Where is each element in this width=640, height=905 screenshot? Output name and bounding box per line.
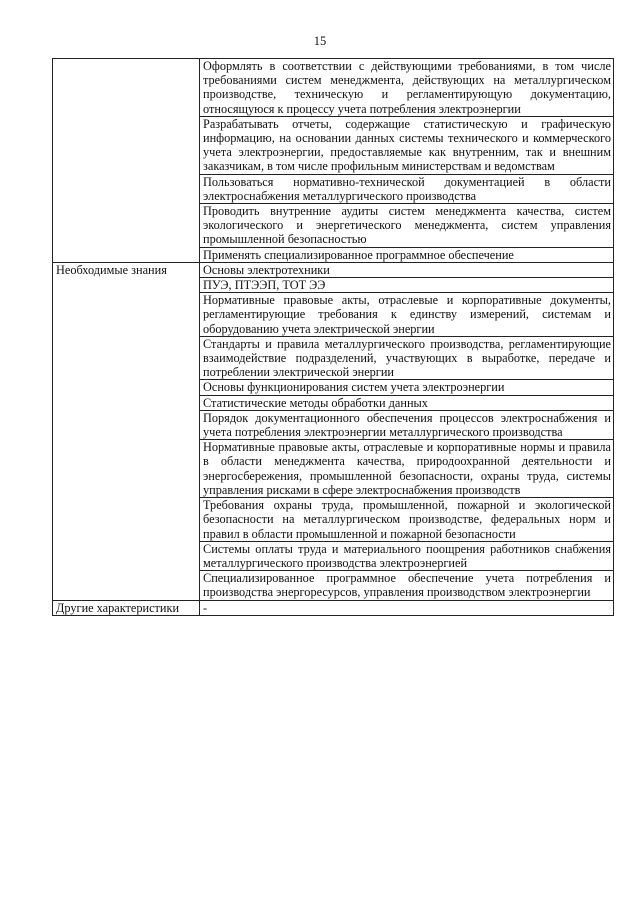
row-text: Нормативные правовые акты, отраслевые и корпоративные нормы и правила в области менеджмента качества, природоохранной деятельности и энергосбережения, промышленной безопасности, охраны труда, системы управления рисками в сфере электроснабжения производств xyxy=(200,440,614,498)
row-label: Необходимые знания xyxy=(53,262,200,600)
characteristics-table xyxy=(52,58,614,616)
row-text: Основы функционирования систем учета электроэнергии xyxy=(200,380,614,395)
row-text: Применять специализированное программное обеспечение xyxy=(200,247,614,262)
row-text: Системы оплаты труда и материального поощрения работников снабжения металлургического производства электроэнергией xyxy=(200,541,614,570)
table-row xyxy=(53,262,614,277)
row-text: Стандарты и правила металлургического производства, регламентирующие взаимодействие подразделений, участвующих в выработке, передаче и потреблении электрической энергии xyxy=(200,336,614,380)
row-text: Специализированное программное обеспечение учета потребления и производства энергоресурсов, управления производством электроэнергии xyxy=(200,571,614,600)
row-text: - xyxy=(200,600,614,615)
table-row xyxy=(53,59,614,117)
row-text: Порядок документационного обеспечения процессов электроснабжения и учета потребления электроэнергии металлургического производства xyxy=(200,410,614,439)
row-text: Оформлять в соответствии с действующими требованиями, в том числе требованиями систем менеджмента, действующих на металлургическом производстве, техническую и регламентирующую документацию, относящуюся к процессу учета потребления электроэнергии xyxy=(200,59,614,117)
row-text: Нормативные правовые акты, отраслевые и корпоративные документы, регламентирующие требования к единству измерений, системам и оборудованию учета электрической энергии xyxy=(200,293,614,337)
row-text: Требования охраны труда, промышленной, пожарной и экологической безопасности на металлургическом производстве, федеральных норм и правил в области промышленной и пожарной безопасности xyxy=(200,498,614,542)
row-label: Другие характеристики xyxy=(53,600,200,615)
page-number: 15 xyxy=(313,34,327,48)
row-label xyxy=(53,59,200,263)
row-text: Разрабатывать отчеты, содержащие статистическую и графическую информацию, на основании данных системы технического и коммерческого учета электроэнергии, предоставляемые как внутренним, так и внешним заказчикам, в том числе профильным министерствам и ведомствам xyxy=(200,116,614,174)
row-text: ПУЭ, ПТЭЭП, ТОТ ЭЭ xyxy=(200,278,614,293)
table-row xyxy=(53,600,614,615)
row-text: Проводить внутренние аудиты систем менеджмента качества, систем экологического и энергетического менеджмента, систем управления промышленной безопасностью xyxy=(200,204,614,248)
row-text: Статистические методы обработки данных xyxy=(200,395,614,410)
row-text: Пользоваться нормативно-технической документацией в области электроснабжения металлургического производства xyxy=(200,174,614,203)
row-text: Основы электротехники xyxy=(200,262,614,277)
